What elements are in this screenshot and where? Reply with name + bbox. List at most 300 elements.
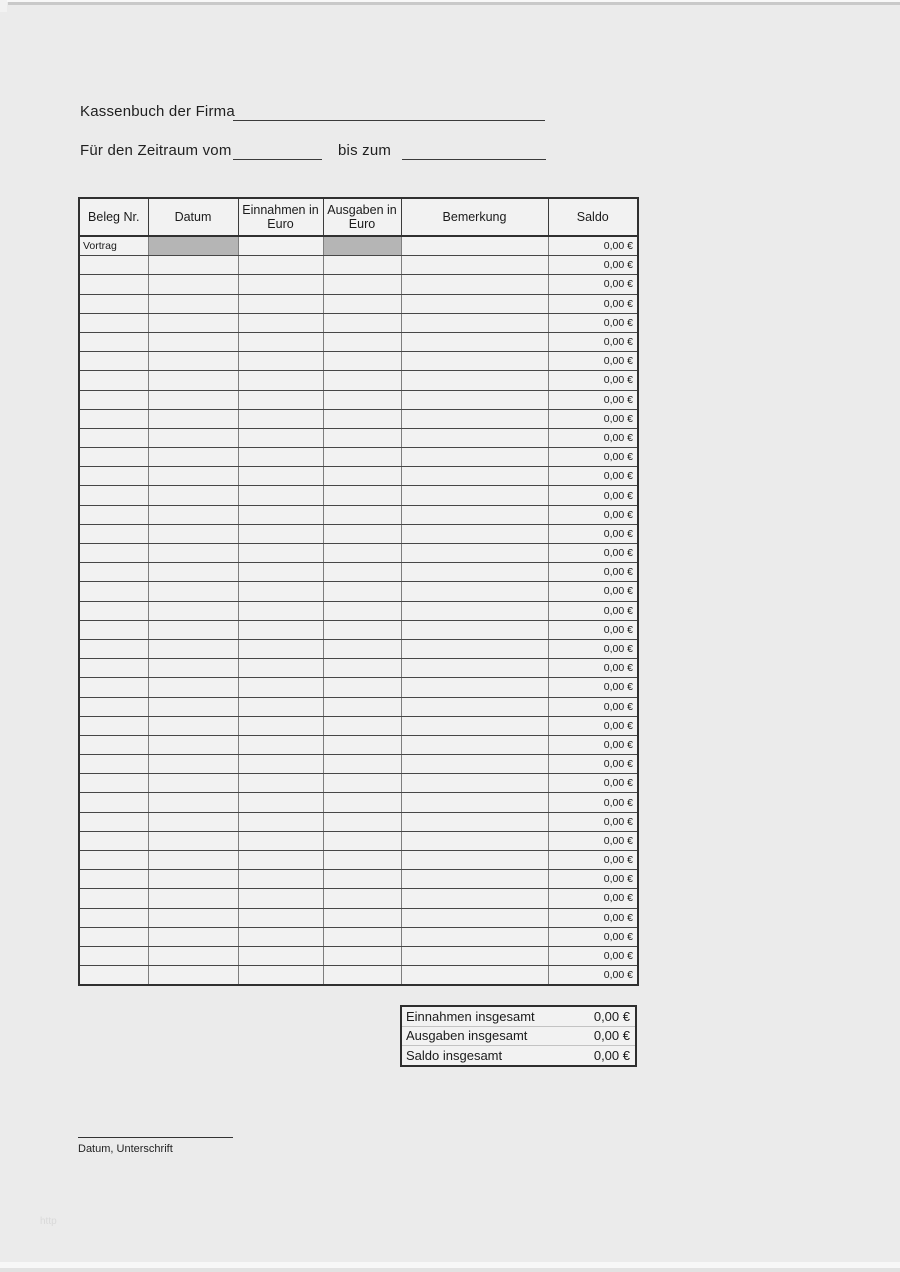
einnahmen-cell [238, 697, 323, 716]
einnahmen-cell [238, 524, 323, 543]
datum-cell [148, 659, 238, 678]
ausgaben-cell [323, 735, 401, 754]
einnahmen-cell [238, 428, 323, 447]
datum-cell [148, 582, 238, 601]
datum-cell [148, 544, 238, 563]
datum-cell [148, 620, 238, 639]
saldo-cell: 0,00 € [548, 371, 638, 390]
entry-row [79, 544, 638, 563]
datum-cell [148, 755, 238, 774]
saldo-cell: 0,00 € [548, 774, 638, 793]
bemerkung-cell [401, 755, 548, 774]
einnahmen-cell [238, 735, 323, 754]
beleg-nr-cell [79, 697, 148, 716]
saldo-cell: 0,00 € [548, 428, 638, 447]
entry-row [79, 505, 638, 524]
beleg-nr-cell [79, 448, 148, 467]
entry-row [79, 697, 638, 716]
beleg-nr-cell [79, 409, 148, 428]
bemerkung-cell [401, 390, 548, 409]
datum-cell [148, 236, 238, 256]
saldo-cell: 0,00 € [548, 448, 638, 467]
beleg-nr-cell [79, 313, 148, 332]
ausgaben-cell [323, 352, 401, 371]
period-to-blank-line [402, 159, 546, 160]
beleg-nr-cell [79, 620, 148, 639]
entry-row [79, 256, 638, 275]
saldo-cell: 0,00 € [548, 870, 638, 889]
saldo-cell: 0,00 € [548, 697, 638, 716]
bemerkung-cell [401, 793, 548, 812]
datum-cell [148, 966, 238, 986]
beleg-nr-cell [79, 812, 148, 831]
saldo-cell: 0,00 € [548, 735, 638, 754]
period-from-label: Für den Zeitraum vom [80, 142, 232, 159]
saldo-cell: 0,00 € [548, 755, 638, 774]
entry-row [79, 275, 638, 294]
summary-einnahmen-value: 0,00 € [593, 1008, 630, 1024]
ausgaben-cell [323, 390, 401, 409]
einnahmen-cell [238, 678, 323, 697]
header-datum: Datum [148, 198, 238, 236]
beleg-nr-cell [79, 563, 148, 582]
datum-cell [148, 870, 238, 889]
saldo-cell: 0,00 € [548, 831, 638, 850]
beleg-nr-cell [79, 851, 148, 870]
bemerkung-cell [401, 256, 548, 275]
datum-cell [148, 812, 238, 831]
beleg-nr-cell [79, 275, 148, 294]
bemerkung-cell [401, 639, 548, 658]
einnahmen-cell [238, 870, 323, 889]
saldo-cell: 0,00 € [548, 889, 638, 908]
bemerkung-cell [401, 735, 548, 754]
datum-cell [148, 927, 238, 946]
datum-cell [148, 352, 238, 371]
einnahmen-cell [238, 275, 323, 294]
saldo-cell: 0,00 € [548, 294, 638, 313]
ausgaben-cell [323, 774, 401, 793]
ausgaben-cell [323, 851, 401, 870]
entry-row [79, 793, 638, 812]
saldo-cell: 0,00 € [548, 236, 638, 256]
saldo-cell: 0,00 € [548, 908, 638, 927]
datum-cell [148, 294, 238, 313]
einnahmen-cell [238, 332, 323, 351]
saldo-cell: 0,00 € [548, 812, 638, 831]
header-einnahmen: Einnahmen in Euro [238, 198, 323, 236]
entry-row [79, 390, 638, 409]
entry-row [79, 870, 638, 889]
ausgaben-cell [323, 563, 401, 582]
einnahmen-cell [238, 313, 323, 332]
beleg-nr-cell [79, 927, 148, 946]
einnahmen-cell [238, 927, 323, 946]
beleg-nr-cell [79, 524, 148, 543]
datum-cell [148, 639, 238, 658]
bemerkung-cell [401, 313, 548, 332]
einnahmen-cell [238, 544, 323, 563]
einnahmen-cell [238, 755, 323, 774]
bemerkung-cell [401, 812, 548, 831]
vortrag-row [79, 236, 638, 256]
entry-row [79, 352, 638, 371]
bemerkung-cell [401, 467, 548, 486]
saldo-cell: 0,00 € [548, 332, 638, 351]
datum-cell [148, 448, 238, 467]
datum-cell [148, 313, 238, 332]
ausgaben-cell [323, 966, 401, 986]
beleg-nr-cell [79, 390, 148, 409]
entry-row [79, 678, 638, 697]
entry-row [79, 831, 638, 850]
saldo-cell: 0,00 € [548, 639, 638, 658]
saldo-cell: 0,00 € [548, 505, 638, 524]
header-saldo: Saldo [548, 198, 638, 236]
einnahmen-cell [238, 294, 323, 313]
header-bemerkung: Bemerkung [401, 198, 548, 236]
firma-blank-line [233, 120, 545, 121]
entry-row [79, 601, 638, 620]
scan-corner-notch [0, 0, 7, 12]
einnahmen-cell [238, 467, 323, 486]
entry-row [79, 716, 638, 735]
bemerkung-cell [401, 448, 548, 467]
beleg-nr-cell [79, 870, 148, 889]
beleg-nr-cell [79, 889, 148, 908]
beleg-nr-cell [79, 256, 148, 275]
entry-row [79, 812, 638, 831]
ausgaben-cell [323, 755, 401, 774]
datum-cell [148, 505, 238, 524]
entry-row [79, 371, 638, 390]
beleg-nr-cell [79, 428, 148, 447]
einnahmen-cell [238, 908, 323, 927]
einnahmen-cell [238, 620, 323, 639]
summary-row-saldo [402, 1046, 635, 1065]
saldo-cell: 0,00 € [548, 659, 638, 678]
einnahmen-cell [238, 409, 323, 428]
entry-row [79, 332, 638, 351]
einnahmen-cell [238, 774, 323, 793]
entry-row [79, 927, 638, 946]
datum-cell [148, 946, 238, 965]
datum-cell [148, 486, 238, 505]
bemerkung-cell [401, 678, 548, 697]
entry-row [79, 851, 638, 870]
entry-row [79, 563, 638, 582]
scan-bottom-edge [0, 1268, 900, 1272]
saldo-cell: 0,00 € [548, 851, 638, 870]
datum-cell [148, 409, 238, 428]
saldo-cell: 0,00 € [548, 409, 638, 428]
bemerkung-cell [401, 524, 548, 543]
beleg-nr-cell [79, 294, 148, 313]
datum-cell [148, 735, 238, 754]
ausgaben-cell [323, 601, 401, 620]
ausgaben-cell [323, 332, 401, 351]
entry-row [79, 735, 638, 754]
einnahmen-cell [238, 582, 323, 601]
bemerkung-cell [401, 294, 548, 313]
beleg-nr-cell [79, 908, 148, 927]
bemerkung-cell [401, 716, 548, 735]
entry-row [79, 486, 638, 505]
einnahmen-cell [238, 812, 323, 831]
beleg-nr-cell [79, 735, 148, 754]
ausgaben-cell [323, 889, 401, 908]
datum-cell [148, 851, 238, 870]
ausgaben-cell [323, 831, 401, 850]
einnahmen-cell [238, 563, 323, 582]
summary-ausgaben-label: Ausgaben insgesamt [406, 1028, 528, 1044]
bemerkung-cell [401, 774, 548, 793]
summary-row-ausgaben [402, 1027, 635, 1047]
saldo-cell: 0,00 € [548, 390, 638, 409]
ausgaben-cell [323, 275, 401, 294]
einnahmen-cell [238, 505, 323, 524]
bemerkung-cell [401, 428, 548, 447]
bemerkung-cell [401, 236, 548, 256]
datum-cell [148, 774, 238, 793]
period-from-blank-line [233, 159, 322, 160]
datum-cell [148, 831, 238, 850]
ausgaben-cell [323, 946, 401, 965]
ausgaben-cell [323, 428, 401, 447]
saldo-cell: 0,00 € [548, 678, 638, 697]
beleg-nr-cell [79, 946, 148, 965]
einnahmen-cell [238, 236, 323, 256]
signature-label: Datum, Unterschrift [78, 1143, 173, 1155]
saldo-cell: 0,00 € [548, 620, 638, 639]
saldo-cell: 0,00 € [548, 544, 638, 563]
bemerkung-cell [401, 889, 548, 908]
bemerkung-cell [401, 352, 548, 371]
saldo-cell: 0,00 € [548, 256, 638, 275]
beleg-nr-cell [79, 716, 148, 735]
summary-saldo-value: 0,00 € [593, 1047, 630, 1063]
ausgaben-cell [323, 371, 401, 390]
ausgaben-cell [323, 620, 401, 639]
vortrag-label-cell: Vortrag [79, 236, 148, 256]
saldo-cell: 0,00 € [548, 524, 638, 543]
datum-cell [148, 678, 238, 697]
ausgaben-cell [323, 409, 401, 428]
ausgaben-cell [323, 544, 401, 563]
ausgaben-cell [323, 256, 401, 275]
beleg-nr-cell [79, 831, 148, 850]
entry-row [79, 889, 638, 908]
ausgaben-cell [323, 313, 401, 332]
bemerkung-cell [401, 870, 548, 889]
entry-row [79, 908, 638, 927]
bemerkung-cell [401, 946, 548, 965]
ausgaben-cell [323, 908, 401, 927]
ausgaben-cell [323, 294, 401, 313]
datum-cell [148, 275, 238, 294]
beleg-nr-cell [79, 755, 148, 774]
summary-box [400, 1005, 637, 1067]
datum-cell [148, 889, 238, 908]
bemerkung-cell [401, 659, 548, 678]
entry-row [79, 582, 638, 601]
saldo-cell: 0,00 € [548, 352, 638, 371]
ausgaben-cell [323, 716, 401, 735]
entry-row [79, 428, 638, 447]
datum-cell [148, 601, 238, 620]
beleg-nr-cell [79, 371, 148, 390]
ausgaben-cell [323, 793, 401, 812]
einnahmen-cell [238, 889, 323, 908]
ausgaben-cell [323, 812, 401, 831]
saldo-cell: 0,00 € [548, 486, 638, 505]
ausgaben-cell [323, 524, 401, 543]
entry-row [79, 659, 638, 678]
saldo-cell: 0,00 € [548, 716, 638, 735]
einnahmen-cell [238, 390, 323, 409]
datum-cell [148, 716, 238, 735]
bemerkung-cell [401, 851, 548, 870]
kassenbuch-table [78, 197, 639, 986]
bemerkung-cell [401, 505, 548, 524]
ausgaben-cell [323, 870, 401, 889]
summary-row-einnahmen [402, 1007, 635, 1027]
datum-cell [148, 467, 238, 486]
saldo-cell: 0,00 € [548, 582, 638, 601]
beleg-nr-cell [79, 544, 148, 563]
einnahmen-cell [238, 793, 323, 812]
bemerkung-cell [401, 620, 548, 639]
saldo-cell: 0,00 € [548, 563, 638, 582]
saldo-cell: 0,00 € [548, 927, 638, 946]
beleg-nr-cell [79, 332, 148, 351]
saldo-cell: 0,00 € [548, 946, 638, 965]
saldo-cell: 0,00 € [548, 793, 638, 812]
bemerkung-cell [401, 601, 548, 620]
datum-cell [148, 371, 238, 390]
entry-row [79, 946, 638, 965]
beleg-nr-cell [79, 774, 148, 793]
beleg-nr-cell [79, 601, 148, 620]
einnahmen-cell [238, 601, 323, 620]
signature-blank-line [78, 1137, 233, 1138]
einnahmen-cell [238, 946, 323, 965]
einnahmen-cell [238, 831, 323, 850]
entry-row [79, 409, 638, 428]
ausgaben-cell [323, 927, 401, 946]
ausgaben-cell [323, 678, 401, 697]
saldo-cell: 0,00 € [548, 313, 638, 332]
datum-cell [148, 793, 238, 812]
entry-row [79, 774, 638, 793]
saldo-cell: 0,00 € [548, 275, 638, 294]
entry-row [79, 966, 638, 986]
einnahmen-cell [238, 352, 323, 371]
summary-ausgaben-value: 0,00 € [593, 1028, 630, 1044]
ausgaben-cell [323, 486, 401, 505]
beleg-nr-cell [79, 582, 148, 601]
datum-cell [148, 428, 238, 447]
bemerkung-cell [401, 927, 548, 946]
entry-row [79, 639, 638, 658]
ausgaben-cell [323, 697, 401, 716]
ausgaben-cell [323, 582, 401, 601]
scan-top-hairline [8, 2, 900, 5]
einnahmen-cell [238, 256, 323, 275]
bemerkung-cell [401, 332, 548, 351]
datum-cell [148, 908, 238, 927]
datum-cell [148, 563, 238, 582]
summary-einnahmen-label: Einnahmen insgesamt [406, 1008, 535, 1024]
beleg-nr-cell [79, 352, 148, 371]
beleg-nr-cell [79, 505, 148, 524]
einnahmen-cell [238, 371, 323, 390]
entry-row [79, 524, 638, 543]
einnahmen-cell [238, 639, 323, 658]
saldo-cell: 0,00 € [548, 966, 638, 986]
beleg-nr-cell [79, 966, 148, 986]
saldo-cell: 0,00 € [548, 601, 638, 620]
bemerkung-cell [401, 831, 548, 850]
ausgaben-cell [323, 505, 401, 524]
period-to-label: bis zum [338, 142, 392, 159]
einnahmen-cell [238, 659, 323, 678]
document-title: Kassenbuch der Firma [80, 103, 235, 120]
bemerkung-cell [401, 544, 548, 563]
entry-row [79, 620, 638, 639]
einnahmen-cell [238, 716, 323, 735]
header-beleg-nr: Beleg Nr. [79, 198, 148, 236]
entry-row [79, 755, 638, 774]
bemerkung-cell [401, 966, 548, 986]
beleg-nr-cell [79, 678, 148, 697]
datum-cell [148, 256, 238, 275]
datum-cell [148, 524, 238, 543]
einnahmen-cell [238, 966, 323, 986]
header-ausgaben: Ausgaben in Euro [323, 198, 401, 236]
beleg-nr-cell [79, 659, 148, 678]
saldo-cell: 0,00 € [548, 467, 638, 486]
table-body [79, 236, 638, 985]
entry-row [79, 313, 638, 332]
bemerkung-cell [401, 697, 548, 716]
ausgaben-cell [323, 639, 401, 658]
beleg-nr-cell [79, 486, 148, 505]
datum-cell [148, 697, 238, 716]
entry-row [79, 294, 638, 313]
beleg-nr-cell [79, 467, 148, 486]
einnahmen-cell [238, 486, 323, 505]
bemerkung-cell [401, 409, 548, 428]
beleg-nr-cell [79, 639, 148, 658]
datum-cell [148, 390, 238, 409]
entry-row [79, 467, 638, 486]
ausgaben-cell [323, 467, 401, 486]
watermark-text: http [40, 1216, 57, 1227]
ausgaben-cell [323, 659, 401, 678]
bemerkung-cell [401, 908, 548, 927]
bemerkung-cell [401, 582, 548, 601]
bemerkung-cell [401, 563, 548, 582]
bemerkung-cell [401, 275, 548, 294]
entry-row [79, 448, 638, 467]
ausgaben-cell [323, 236, 401, 256]
ausgaben-cell [323, 448, 401, 467]
einnahmen-cell [238, 851, 323, 870]
header-row [79, 198, 638, 236]
bemerkung-cell [401, 486, 548, 505]
summary-saldo-label: Saldo insgesamt [406, 1047, 503, 1063]
